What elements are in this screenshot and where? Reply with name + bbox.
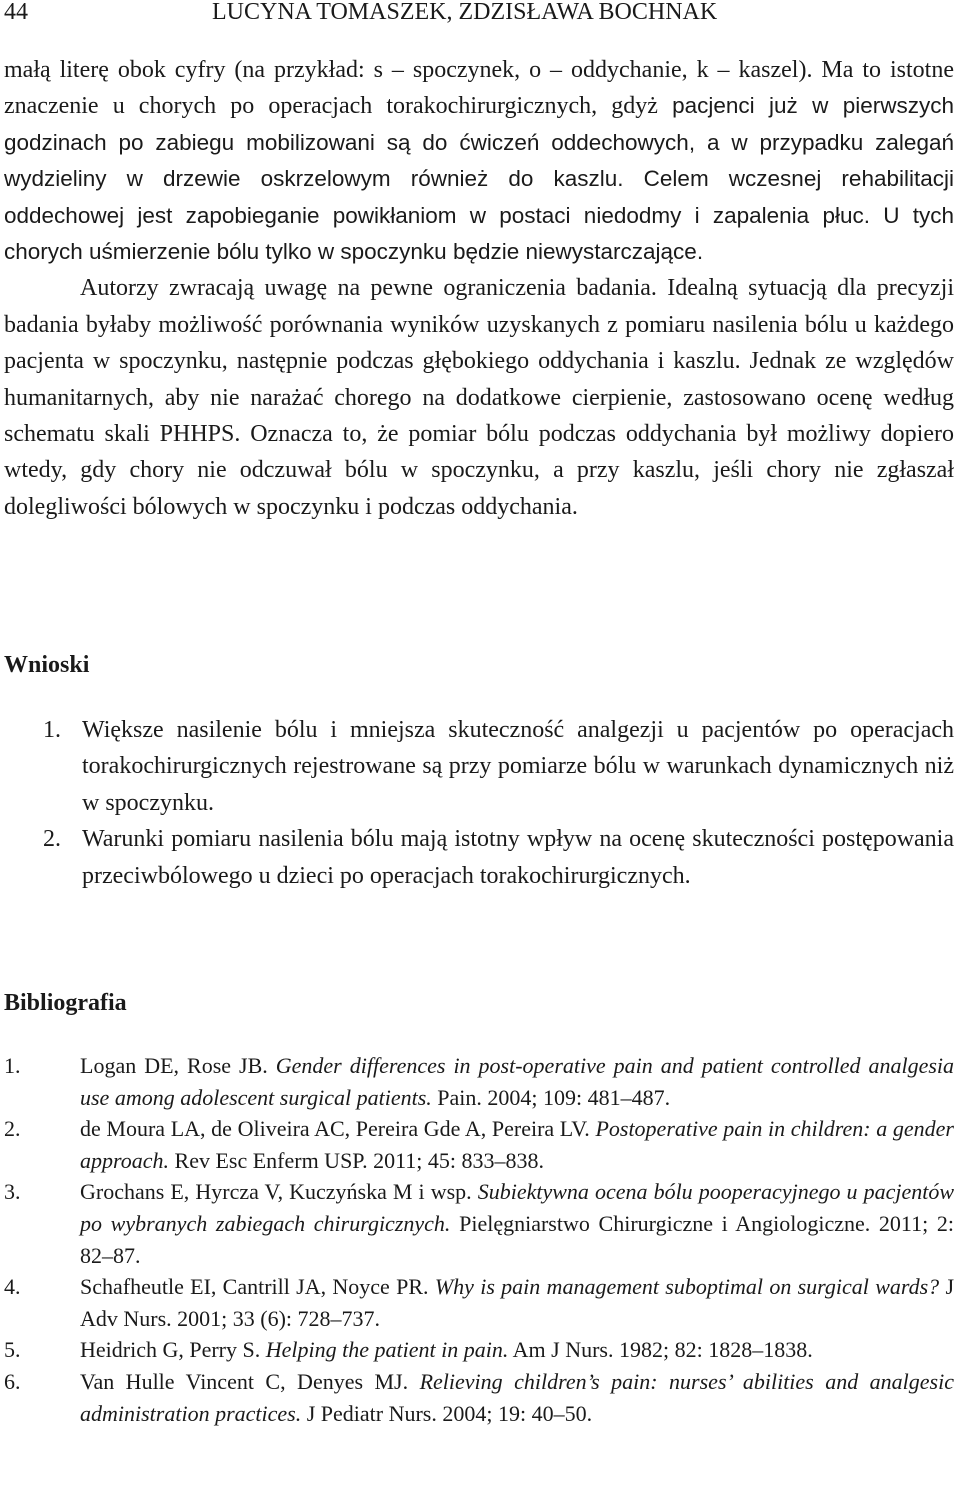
reference-source: Pain. 2004; 109: 481–487. (437, 1084, 671, 1110)
reference-authors: de Moura LA, de Oliveira AC, Pereira Gde A, Pereira LV. (80, 1116, 590, 1142)
reference-item (4, 1366, 954, 1429)
reference-item (4, 1334, 954, 1366)
reference-authors: Heidrich G, Perry S. (80, 1337, 261, 1363)
conclusions-heading: Wnioski (4, 652, 90, 678)
reference-number: 4. (4, 1274, 21, 1300)
reference-title: Why is pain management suboptimal on surgical wards? (434, 1274, 940, 1300)
running-head (4, 0, 954, 30)
discussion-text (4, 52, 954, 525)
reference-source: J Adv Nurs. 2001; 33 (6): 728–737. (80, 1274, 955, 1331)
reference-title: Subiektywna ocena bólu pooperacyjnego u pacjentów po wybranych zabiegach chirurgicznych. (80, 1179, 955, 1236)
paragraph-1-part-a: małą literę obok cyfry (na przykład: s – spoczynek, o – oddychanie, k – kaszel). Ma to istotne znaczenie u chorych po operacjach torakochirurgicznych, gdyż (4, 57, 954, 120)
reference-authors: Logan DE, Rose JB. (80, 1053, 268, 1078)
reference-number: 3. (4, 1179, 21, 1205)
paragraph-1-part-b: pacjenci już w pierwszych godzinach po zabiegu mobilizowani są do ćwiczeń oddechowych, a w przypadku zalegań wydzieliny w drzewie oskrzelowym również do kaszlu. (4, 93, 954, 192)
page-number: 44 (4, 0, 28, 25)
reference-item (4, 1113, 954, 1176)
conclusion-text: Warunki pomiaru nasilenia bólu mają istotny wpływ na ocenę skuteczności postępowania przeciwbólowego u dzieci po operacjach torakochirurgicznych. (82, 826, 954, 889)
bibliography-list (4, 1050, 954, 1429)
reference-authors: Schafheutle EI, Cantrill JA, Noyce PR. (80, 1274, 429, 1300)
reference-number: 1. (4, 1053, 21, 1078)
reference-authors: Van Hulle Vincent C, Denyes MJ. (80, 1368, 409, 1394)
reference-source: Rev Esc Enferm USP. 2011; 45: 833–838. (174, 1147, 545, 1173)
reference-source: Pielęgniarstwo Chirurgiczne i Angiologiczne. 2011; 2: 82–87. (80, 1210, 955, 1268)
reference-source: J Pediatr Nurs. 2004; 19: 40–50. (306, 1400, 593, 1426)
reference-number: 5. (4, 1337, 21, 1363)
running-head-authors: LUCYNA TOMASZEK, ZDZISŁAWA BOCHNAK (212, 0, 718, 25)
conclusion-item (4, 821, 954, 894)
reference-title: Relieving children’s pain: nurses’ abilities and analgesic administration practices. (80, 1368, 954, 1426)
paragraph-1-part-c: Celem wczesnej rehabilitacji oddechowej jest zapobieganie powikłaniom w postaci niedodmy i zapalenia płuc. (4, 166, 954, 228)
bibliography-heading: Bibliografia (4, 990, 127, 1016)
conclusion-number: 1. (43, 717, 61, 743)
paragraph-2: Autorzy zwracają uwagę na pewne ograniczenia badania. Idealną sytuacją dla precyzji badania byłaby możliwość porównania wyników uzyskanych z pomiaru nasilenia bólu u każdego pacjenta w spoczynku, następnie podczas głębokiego oddychania i kaszlu. Jednak ze względów humanitarnych, aby nie narażać chorego na dodatkowe cierpienie, zastosowano ocenę według schematu skali PHHPS. Oznacza to, że pomiar bólu podczas oddychania był możliwy dopiero wtedy, gdy chory nie odczuwał bólu w spoczynku, a przy kaszlu, jeśli chory nie zgłaszał dolegliwości bólowych w spoczynku i podczas oddychania. (4, 275, 954, 520)
reference-title: Postoperative pain in children: a gender approach. (80, 1116, 954, 1173)
reference-item (4, 1176, 954, 1271)
reference-number: 6. (4, 1368, 21, 1394)
paragraph-1-part-d: U tych chorych uśmierzenie bólu tylko w spoczynku będzie niewystarczające. (4, 202, 954, 265)
reference-title: Helping the patient in pain. (265, 1337, 509, 1363)
conclusion-item (4, 712, 954, 821)
conclusion-text: Większe nasilenie bólu i mniejsza skuteczność analgezji u pacjentów po operacjach torakochirurgicznych rejestrowane są przy pomiarze bólu w warunkach dynamicznych niż w spoczynku. (82, 717, 954, 816)
reference-authors: Grochans E, Hyrcza V, Kuczyńska M i wsp. (80, 1179, 472, 1205)
reference-title: Gender differences in post-operative pain and patient controlled analgesia use among adolescent surgical patients. (80, 1053, 955, 1110)
conclusions-list (4, 712, 954, 894)
reference-item (4, 1271, 954, 1334)
reference-number: 2. (4, 1116, 21, 1142)
reference-source: Am J Nurs. 1982; 82: 1828–1838. (512, 1337, 813, 1363)
reference-item (4, 1050, 954, 1113)
conclusion-number: 2. (43, 826, 61, 853)
paragraph-1 (4, 52, 954, 270)
